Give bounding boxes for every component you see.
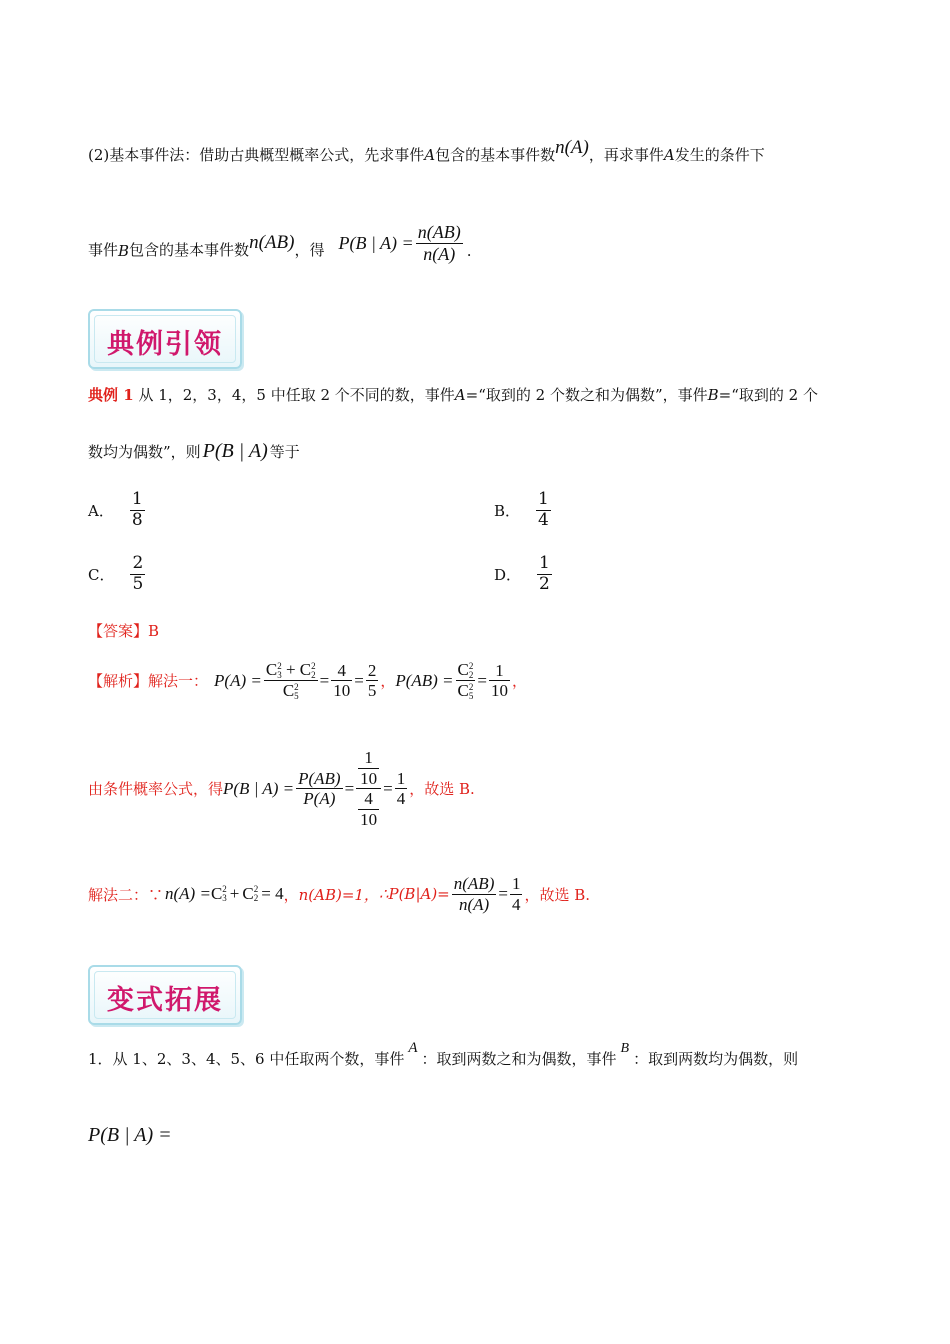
frac-4-10: $\frac{4}{10}$ (333, 660, 351, 701)
method2-line2-mid: 包含的基本事件数 (129, 241, 250, 260)
banner-typical-example (88, 309, 242, 369)
formula-den: n(A) (423, 243, 456, 264)
comma: ， (283, 885, 299, 904)
option-num: 1 (539, 553, 550, 573)
option-fraction (537, 554, 552, 594)
equals: = (383, 778, 393, 798)
method2-mid1: 包含的基本事件数 (435, 146, 556, 164)
method2-line2-pre: 事件 (88, 241, 119, 260)
option-c[interactable] (88, 554, 147, 594)
frac-1-4: $\frac{1}{4}$ (396, 768, 406, 809)
option-label: C． (88, 565, 115, 584)
event-a: A (424, 146, 436, 164)
option-num: 2 (132, 553, 144, 573)
event-b: B (620, 1041, 630, 1056)
frac-2-5: $\frac{2}{5}$ (367, 660, 377, 701)
example-line1 (88, 384, 888, 405)
method2-line1 (88, 137, 888, 166)
n-a-expr: n(A) (555, 137, 589, 158)
event-a: A (663, 146, 675, 164)
equals: = (344, 778, 355, 798)
frac-1-10: $\frac{1}{10}$ (490, 660, 508, 701)
option-den: 2 (539, 573, 550, 594)
exercise-expr: P(B | A) = (88, 1124, 172, 1146)
conditional-formula (338, 222, 464, 264)
option-den: 8 (131, 509, 143, 530)
method2b-line (88, 874, 590, 914)
frac-1-4: $\frac{1}{4}$ (511, 874, 521, 914)
option-b[interactable] (494, 490, 553, 530)
option-den: 5 (132, 573, 144, 594)
example-tag: 典例 1 (88, 386, 134, 404)
pab-fraction: C 2 2 C 2 5 (457, 660, 474, 702)
example-text3: =“取到的 2 个 (718, 386, 818, 404)
pa-equation (214, 660, 380, 701)
example-text1: 从 1，2，3，4，5 中任取 2 个不同的数，事件 (138, 386, 455, 404)
option-fraction (536, 490, 551, 530)
example-text2: =“取到的 2 个数之和为偶数”，事件 (465, 386, 708, 404)
answer-value: B (148, 622, 160, 640)
event-b: B (118, 242, 130, 261)
analysis-intro: 解法一： (148, 672, 209, 691)
therefore-expr: ∴P(B|A)= (378, 885, 450, 904)
option-a[interactable] (88, 490, 147, 530)
option-label: D． (494, 565, 522, 584)
banner-label: 变式拓展 (107, 985, 223, 1016)
banner-label: 典例引领 (107, 329, 223, 360)
pa-den: C 2 5 (282, 681, 299, 702)
pa-num: C 2 3 + C 2 2 (265, 660, 316, 681)
compound-fraction: $\frac{\frac{1}{10}}{\frac{4}{10}}$ (356, 748, 381, 829)
option-fraction (130, 490, 145, 530)
nab-value: n(AB)=1， (298, 885, 379, 904)
exercise-text1: 1．从 1、2、3、4、5、6 中任取两个数，事件 (88, 1050, 405, 1068)
exercise-text3: ：取到两数均为偶数，则 (633, 1050, 799, 1068)
n-ab-expr: n(AB) (249, 232, 295, 254)
equals: = (319, 670, 330, 690)
cond-text: 由条件概率公式，得 (88, 780, 224, 799)
option-num: 1 (131, 489, 143, 509)
option-num: 1 (538, 489, 549, 509)
event-a: A (454, 386, 466, 404)
equals: = (354, 670, 364, 690)
example-line2 (88, 440, 888, 463)
method2b-intro: 解法二：∵ (88, 885, 164, 904)
formula-lhs: P(B | A) = (338, 232, 414, 253)
exercise-line1 (88, 1040, 888, 1071)
event-a: A (408, 1040, 418, 1056)
option-label: A． (88, 501, 114, 520)
pa-lhs: P(A) = (214, 670, 262, 690)
method2-mid2: ，再求事件 (588, 146, 664, 164)
answer-tag: 【答案】 (88, 622, 149, 640)
pab-lhs: P(AB) = (395, 670, 454, 690)
option-label: B． (494, 501, 521, 520)
result-equation: $\frac{n(AB)}{n(A)}$ = $\frac{1}{4}$ (453, 874, 521, 914)
example-text5: 等于 (269, 443, 300, 461)
option-d[interactable] (494, 554, 554, 594)
cond-lhs: P(B | A) = (223, 778, 295, 798)
na-lhs: n(A) = (165, 884, 211, 904)
cond-line (88, 748, 475, 829)
nab-over-na: $\frac{n(AB)}{n(A)}$ (453, 874, 495, 914)
pab-equation (395, 660, 512, 701)
example-text4: 数均为偶数”，则 (88, 443, 201, 461)
cond-equation (223, 748, 409, 829)
equals: = (477, 670, 487, 690)
cond-tail: ，故选 B. (409, 780, 475, 799)
p-b-given-a: P(B | A) (202, 440, 268, 462)
analysis-line1 (88, 660, 527, 701)
option-fraction (130, 554, 145, 594)
method2-line2-de: ，得 (294, 241, 325, 260)
exercise-text2: ：取到两数之和为偶数，事件 (421, 1050, 617, 1068)
banner-variant-extension (88, 965, 242, 1025)
formula-fraction (416, 222, 463, 264)
method2-prefix: (2)基本事件法：借助古典概型概率公式，先求事件 (88, 146, 425, 164)
method2-tail1: 发生的条件下 (674, 146, 765, 164)
pa-fraction (264, 660, 318, 701)
period: . (466, 242, 472, 261)
comma: ， (511, 672, 527, 691)
method2-line2 (88, 222, 888, 264)
method2b-tail: ，故选 B. (524, 885, 591, 904)
na-equation: n(A) = C 2 3 + C 2 2 = 4 (165, 884, 284, 904)
event-b: B (707, 386, 719, 404)
analysis-tag: 【解析】 (88, 672, 149, 691)
comma: ， (380, 672, 396, 691)
answer-line (88, 620, 159, 641)
cond-frac: $\frac{P(AB)}{P(A)}$ (298, 768, 341, 809)
option-den: 4 (538, 509, 549, 530)
formula-num: n(AB) (417, 222, 461, 242)
